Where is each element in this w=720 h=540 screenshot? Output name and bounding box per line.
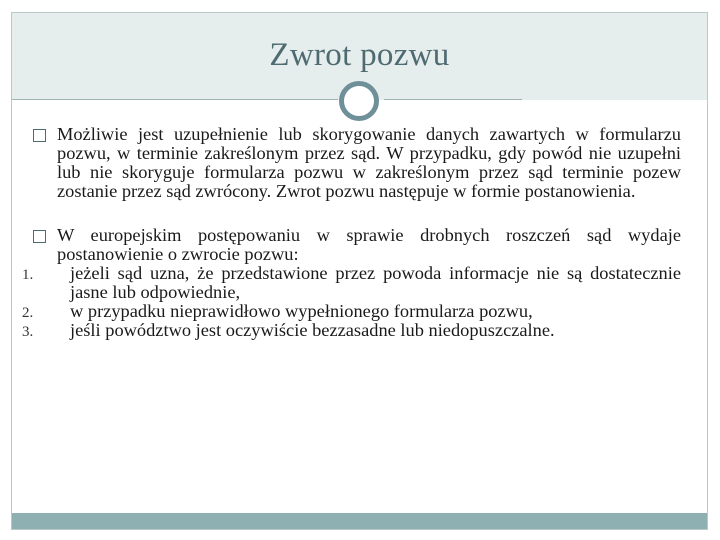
paragraph-text: W europejskim postępowaniu w sprawie drobnych roszczeń sąd wydaje postanowienie o zwrocie pozwu: <box>57 225 681 264</box>
list-item-text: jeżeli sąd uzna, że przedstawione przez powoda informacje nie są dostatecznie jasne lub odpowiednie, <box>70 263 681 302</box>
list-number: 2. <box>22 305 34 321</box>
paragraph-text: Możliwie jest uzupełnienie lub skorygowanie danych zawartych w formularzu pozwu, w terminie zakreślonym przez sąd. W przypadku, gdy powód nie uzupełni lub nie skoryguje formularza pozwu w zakreślonym przez sąd terminie pozew zostanie przez sąd zwrócony. Zwrot pozwu następuje w formie postanowienia. <box>57 124 681 201</box>
slide <box>11 12 708 530</box>
list-item-text: jeśli powództwo jest oczywiście bezzasadne lub niedopuszczalne. <box>70 320 555 340</box>
bottom-bar <box>12 513 707 529</box>
slide-title: Zwrot pozwu <box>269 37 450 73</box>
bullet-paragraph <box>12 125 709 201</box>
list-item <box>12 321 709 340</box>
list-item <box>12 264 709 302</box>
title-divider-left <box>12 99 338 100</box>
list-number: 3. <box>22 324 34 340</box>
list-item-text: w przypadku nieprawidłowo wypełnionego formularza pozwu, <box>70 301 533 321</box>
list-number: 1. <box>22 267 34 283</box>
slide-content <box>12 125 709 340</box>
bullet-paragraph <box>12 226 709 264</box>
list-item <box>12 302 709 321</box>
square-bullet-icon <box>33 129 46 142</box>
title-divider-right <box>384 99 522 100</box>
square-bullet-icon <box>33 230 46 243</box>
numbered-list <box>12 264 709 340</box>
ring-ornament <box>339 81 379 121</box>
